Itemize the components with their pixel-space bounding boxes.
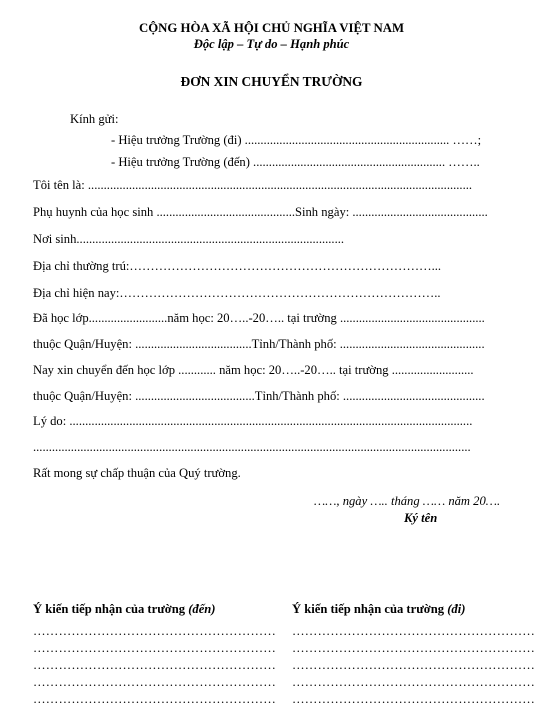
left-opinion-line[interactable]: ………………………………………………… xyxy=(33,641,277,655)
left-opinion-line[interactable]: ………………………………………………… xyxy=(33,658,277,672)
signature-date-line[interactable]: ……, ngày ….. tháng …… năm 20…. xyxy=(314,494,501,508)
field-reason[interactable]: Lý do: ................................................................................................................................ xyxy=(33,414,473,428)
closing-statement: Rất mong sự chấp thuận của Quý trường. xyxy=(33,466,241,480)
field-transfer-class[interactable]: Nay xin chuyển đến học lớp ............ năm học: 20…..-20….. tại trường .......................... xyxy=(33,363,474,377)
right-opinion-title-text: Ý kiến tiếp nhận của trường xyxy=(292,602,445,616)
left-opinion-title xyxy=(33,602,215,617)
national-motto: Độc lập – Tự do – Hạnh phúc xyxy=(193,37,350,51)
right-opinion-line[interactable]: ………………………………………………… xyxy=(292,624,536,638)
recipient-line-from[interactable]: - Hiệu trưởng Trường (đi) ................................................................. ……; xyxy=(111,133,482,147)
form-title: ĐƠN XIN CHUYỂN TRƯỜNG xyxy=(180,74,363,89)
right-opinion-line[interactable]: ………………………………………………… xyxy=(292,675,536,689)
field-current-class[interactable]: Đã học lớp.........................năm học: 20…..-20….. tại trường .............................................. xyxy=(33,311,485,325)
right-opinion-title xyxy=(292,602,465,617)
field-current-address[interactable]: Địa chỉ hiện nay:………………………………………………………………….. xyxy=(33,286,441,300)
greeting: Kính gửi: xyxy=(70,112,119,126)
left-opinion-line[interactable]: ………………………………………………… xyxy=(33,624,277,638)
left-opinion-title-text: Ý kiến tiếp nhận của trường xyxy=(33,602,186,616)
left-opinion-line[interactable]: ………………………………………………… xyxy=(33,675,277,689)
field-full-name[interactable]: Tôi tên là: .......................................................................................................................... xyxy=(33,178,473,192)
field-parent-and-birthdate[interactable]: Phụ huynh của học sinh ............................................Sinh ngày: ........................................... xyxy=(33,205,488,219)
right-opinion-line[interactable]: ………………………………………………… xyxy=(292,692,536,706)
field-birthplace[interactable]: Nơi sinh..................................................................................... xyxy=(33,232,345,246)
field-reason-continued[interactable]: ........................................................................................................................................... xyxy=(33,440,471,454)
right-opinion-line[interactable]: ………………………………………………… xyxy=(292,658,536,672)
left-opinion-title-suffix: (đến) xyxy=(188,602,216,616)
right-opinion-line[interactable]: ………………………………………………… xyxy=(292,641,536,655)
recipient-line-to[interactable]: - Hiệu trưởng Trường (đến) ............................................................. …….. xyxy=(111,155,480,169)
field-permanent-address[interactable]: Địa chỉ thường trú:………………………………………………………………... xyxy=(33,259,442,273)
right-opinion-title-suffix: (đi) xyxy=(447,602,466,616)
field-transfer-district[interactable]: thuộc Quận/Huyện: ......................................Tỉnh/Thành phố: ............................................. xyxy=(33,389,485,403)
signature-label: Ký tên xyxy=(404,511,438,525)
left-opinion-line[interactable]: ………………………………………………… xyxy=(33,692,277,706)
field-current-district[interactable]: thuộc Quận/Huyện: .....................................Tỉnh/Thành phố: .............................................. xyxy=(33,337,485,351)
country-name: CỘNG HÒA XÃ HỘI CHỦ NGHĨA VIỆT NAM xyxy=(138,21,405,35)
